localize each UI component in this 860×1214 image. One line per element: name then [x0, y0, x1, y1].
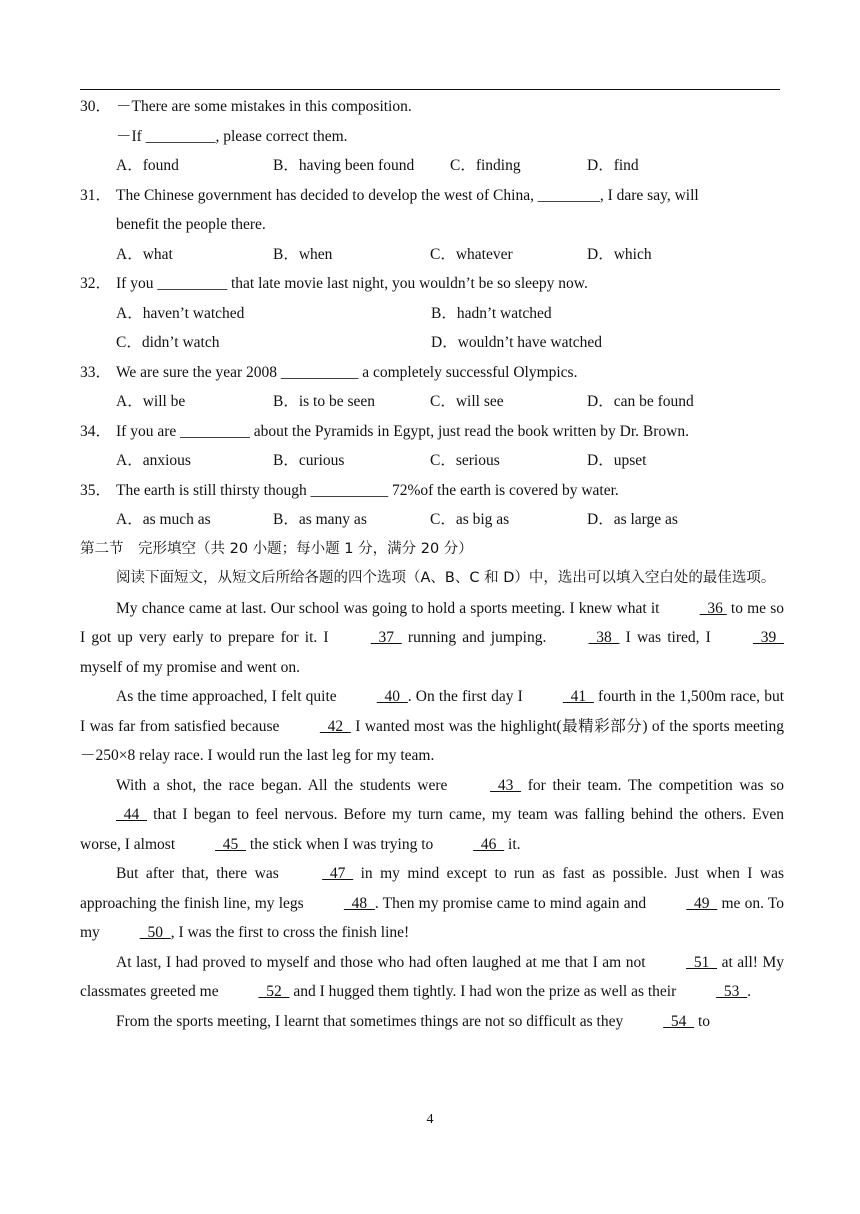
question-text: －There are some mistakes in this composition.	[116, 98, 412, 115]
blank-43: 43	[490, 776, 522, 794]
option-c: C．finding	[450, 157, 521, 174]
blank-49: 49	[686, 894, 718, 912]
blank-54: 54	[663, 1012, 695, 1030]
option-c: C．as big as	[430, 511, 510, 528]
passage-paragraph-2: As the time approached, I felt quite 40 . On the first day I 41 fourth in the 1,500m race, but I was far from satisfied because 42 I wanted most was the highlight(最精彩部分) of the sports meeting－250×8 relay race. I would run the last leg for my team.	[80, 682, 784, 771]
question-33	[80, 358, 784, 388]
option-a: A．as much as	[116, 511, 211, 528]
blank-39: 39	[752, 629, 784, 646]
blank-51: 51	[686, 953, 718, 971]
option-b: B．hadn’t watched	[431, 304, 552, 322]
question-30	[80, 92, 784, 122]
option-b: B．is to be seen	[273, 393, 376, 410]
question-number: 35．	[80, 481, 112, 499]
options-32-row1	[80, 299, 784, 329]
passage-paragraph-1: My chance came at last. Our school was going to hold a sports meeting. I knew what it 36 to me so I got up very early to prepare for it. I 37 running and jumping. 38 I was tired, I 39 myself of my promise and went on.	[80, 594, 784, 683]
blank-48: 48	[343, 894, 375, 912]
option-c: C．will see	[430, 393, 504, 410]
option-d: D．upset	[587, 452, 647, 469]
question-text: If you are _________ about the Pyramids in Egypt, just read the book written by Dr. Brown.	[116, 422, 689, 440]
option-b: B．having been found	[273, 157, 415, 174]
blank-42: 42	[319, 717, 351, 735]
option-d: D．can be found	[587, 393, 694, 410]
question-number: 31．	[80, 186, 112, 204]
passage-paragraph-4: But after that, there was 47 in my mind except to run as fast as possible. Just when I was approaching the finish line, my legs 48 . Then my promise came to mind again and 49 me on. To my 50 , I was the first to cross the finish line!	[80, 859, 784, 948]
page-content	[80, 92, 784, 1036]
question-text: We are sure the year 2008 __________ a completely successful Olympics.	[116, 363, 578, 381]
question-31	[80, 181, 784, 211]
page-number: 4	[426, 1112, 434, 1127]
option-a: A．anxious	[116, 452, 191, 469]
question-34	[80, 417, 784, 447]
blank-44: 44	[116, 806, 147, 823]
blank-38: 38	[588, 629, 620, 646]
option-c: C．serious	[430, 452, 500, 469]
options-31	[80, 240, 784, 270]
option-d: D．which	[587, 245, 652, 263]
option-d: D．find	[587, 157, 639, 174]
question-text-cont: －If _________, please correct them.	[116, 127, 348, 145]
passage-paragraph-6: From the sports meeting, I learnt that sometimes things are not so difficult as they 54 to	[80, 1007, 784, 1037]
option-a: A．will be	[116, 393, 186, 410]
option-a: A．haven’t watched	[116, 304, 245, 322]
question-35	[80, 476, 784, 506]
blank-50: 50	[139, 924, 171, 941]
section-title: 第二节 完形填空（共 20 小题；每小题 1 分，满分 20 分）	[80, 540, 473, 557]
question-text: If you _________ that late movie last night, you wouldn’t be so sleepy now.	[116, 275, 588, 292]
option-d: D．wouldn’t have watched	[431, 334, 603, 351]
option-d: D．as large as	[587, 511, 678, 528]
question-text-cont: benefit the people there.	[116, 216, 266, 233]
option-b: B．curious	[273, 452, 345, 469]
instructions: 阅读下面短文，从短文后所给各题的四个选项（A、B、C 和 D）中，选出可以填入空白处的最佳选项。	[116, 570, 776, 586]
question-number: 32．	[80, 275, 112, 292]
option-b: B．as many as	[273, 511, 367, 528]
question-text: The earth is still thirsty though __________ 72%of the earth is covered by water.	[116, 481, 619, 499]
question-32	[80, 269, 784, 299]
question-number: 34．	[80, 422, 112, 440]
passage-paragraph-5: At last, I had proved to myself and those who had often laughed at me that I am not 51 at all! My classmates greeted me 52 and I hugged them tightly. I had won the prize as well as their 53 .	[80, 948, 784, 1007]
options-35	[80, 505, 784, 535]
option-c: C．didn’t watch	[116, 334, 220, 351]
question-number: 30．	[80, 98, 112, 115]
options-34	[80, 446, 784, 476]
blank-52: 52	[258, 983, 290, 1000]
blank-46: 46	[473, 835, 505, 853]
options-33	[80, 387, 784, 417]
options-30	[80, 151, 784, 181]
option-a: A．found	[116, 157, 179, 174]
option-b: B．when	[273, 245, 333, 263]
blank-47: 47	[322, 865, 354, 882]
blank-36: 36	[699, 599, 727, 617]
header-rule	[80, 89, 780, 90]
question-number: 33．	[80, 363, 112, 381]
blank-37: 37	[370, 629, 402, 646]
option-a: A．what	[116, 245, 173, 263]
passage-paragraph-3: With a shot, the race began. All the students were 43 for their team. The competition was so 44 that I began to feel nervous. Before my turn came, my team was falling behind the others. Even worse, I almost 45 the stick when I was trying to 46 it.	[80, 771, 784, 860]
question-text: The Chinese government has decided to develop the west of China, ________, I dare say, will	[116, 186, 699, 204]
blank-53: 53	[716, 983, 748, 1000]
option-c: C．whatever	[430, 245, 513, 263]
options-32-row2	[80, 328, 784, 358]
blank-45: 45	[215, 835, 247, 853]
blank-41: 41	[562, 688, 594, 705]
blank-40: 40	[376, 688, 408, 705]
